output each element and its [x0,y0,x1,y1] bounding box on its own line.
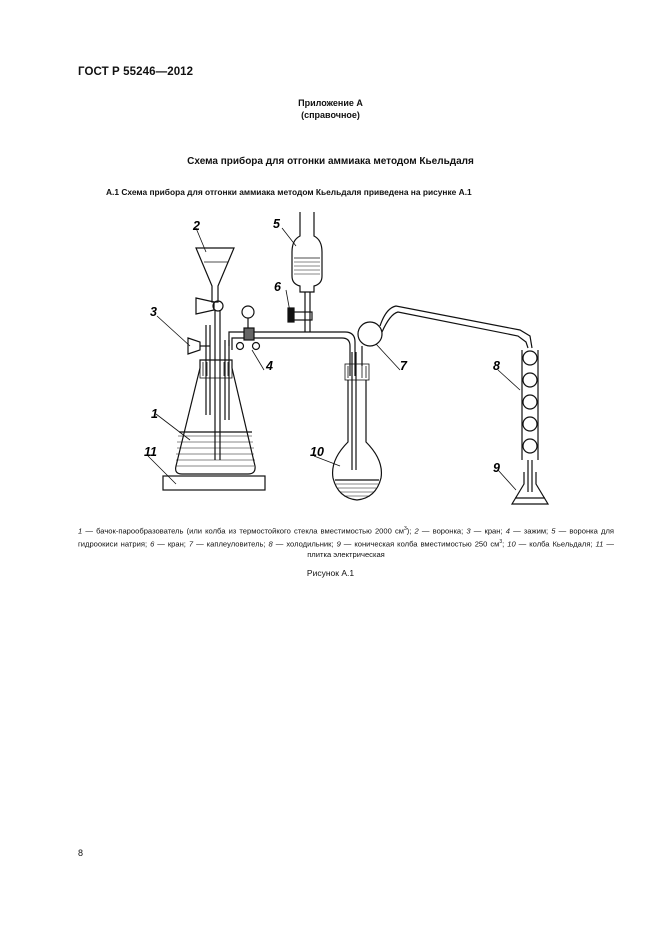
legend-text: — воронка; [418,526,464,536]
legend-text: — каплеуловитель; [193,539,266,549]
figure-caption: Рисунок А.1 [306,568,355,578]
callout-11: 11 [144,445,157,459]
kjeldahl-flask [333,380,382,500]
legend-text: ; [502,539,505,549]
paragraph-a1: А.1 Схема прибора для отгонки аммиака методом Кьельдаля приведена на рисунке А.1 [106,187,472,197]
annex-heading [0,98,661,121]
callout-3: 3 [150,305,157,319]
section-title: Схема прибора для отгонки аммиака методом Кьельдаля [187,156,474,167]
legend-text: — зажим; [509,526,549,536]
callout-7: 7 [400,359,407,373]
legend-text: — плитка электрическая [307,539,614,560]
legend-text: — кран; [154,539,186,549]
callout-10: 10 [310,445,324,459]
condenser [522,350,538,460]
legend-number: 4 [502,526,510,536]
apparatus-diagram [140,210,560,510]
legend-number: 8 [265,539,273,549]
legend-text: — колба Кьельдаля; [515,539,593,549]
legend-superscript: 3 [404,526,407,532]
legend-text: — кран; [470,526,503,536]
hot-plate [163,476,265,490]
callout-2: 2 [193,219,200,233]
legend-number: 3 [463,526,471,536]
legend-number: 11 [592,539,604,549]
annex-kind: (справочное) [301,109,360,120]
legend-number: 9 [333,539,341,549]
document-code: ГОСТ Р 55246—2012 [78,66,194,78]
legend-text: ); [406,526,412,536]
splash-head [358,322,382,346]
legend-number: 1 [78,526,83,536]
legend-text: — воронка для гидроокиси натрия; [78,526,614,549]
callout-8: 8 [493,359,500,373]
receiver-flask [512,472,548,504]
callout-1: 1 [151,407,158,421]
legend-number: 5 [548,526,556,536]
legend-number: 2 [411,526,419,536]
naoh-funnel [292,212,322,292]
funnel [196,248,234,302]
legend-number: 7 [185,539,194,549]
callout-4: 4 [266,359,273,373]
callout-6: 6 [274,280,281,294]
callout-9: 9 [493,461,500,475]
annex-title: Приложение А [298,98,363,108]
figure-legend [78,524,614,560]
page-number: 8 [78,848,84,858]
legend-number: 10 [504,539,516,549]
legend-superscript: 3 [499,538,503,545]
legend-text: — бачок-парообразователь (или колба из термостойкого стекла вместимостью 2000 см [82,526,404,536]
legend-number: 6 [147,539,155,549]
legend-text: — холодильник; [272,539,334,549]
legend-text: — коническая колба вместимостью 250 см [340,539,500,549]
clamp [244,328,254,340]
callout-5: 5 [273,217,280,231]
